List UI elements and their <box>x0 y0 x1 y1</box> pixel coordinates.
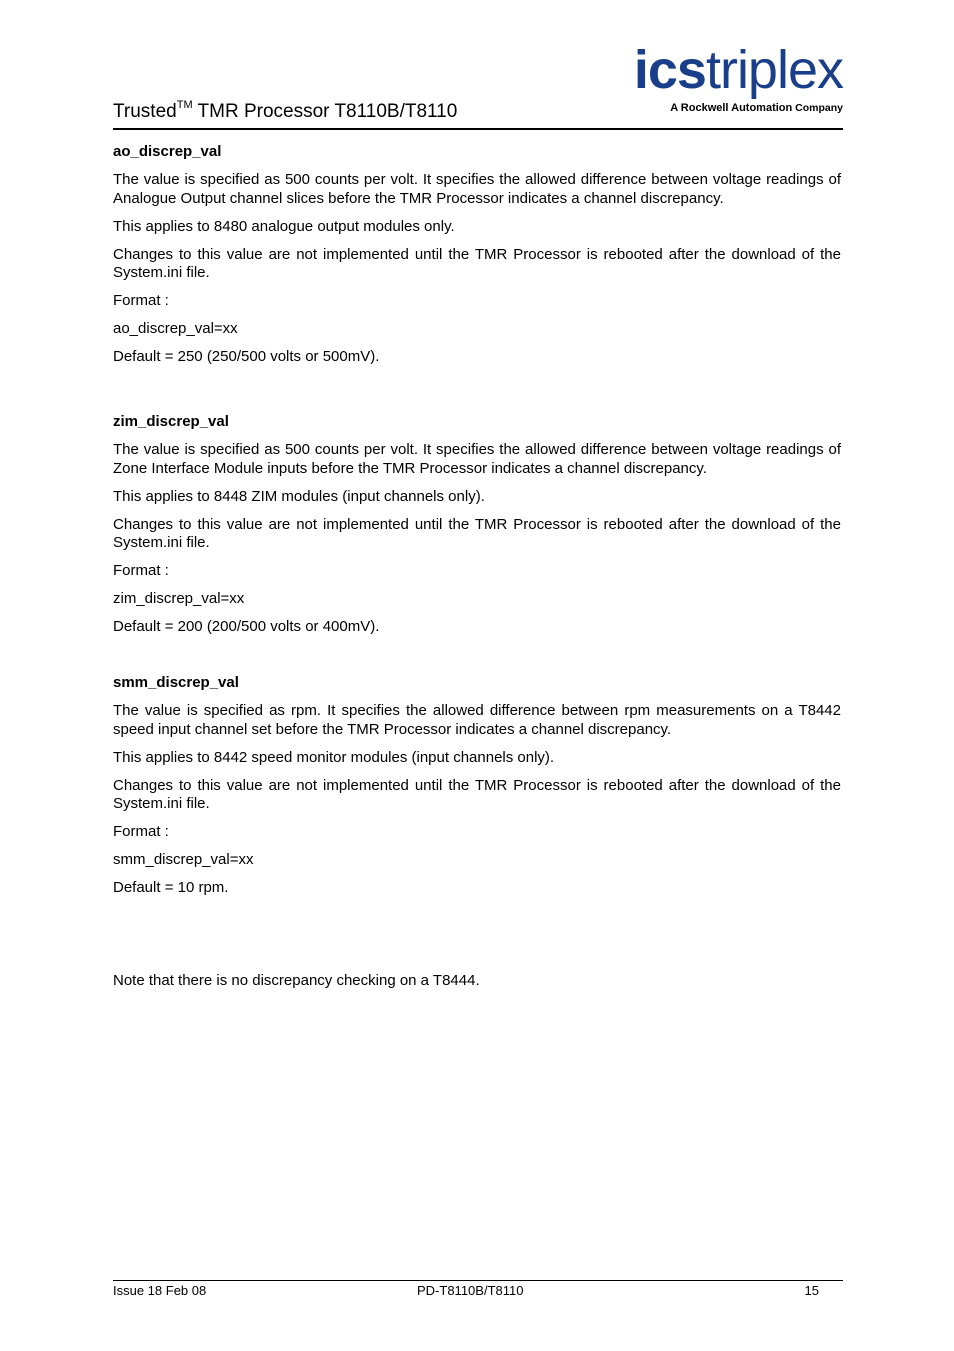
section-heading: smm_discrep_val <box>113 674 239 691</box>
paragraph: Format : <box>113 292 169 309</box>
paragraph: Default = 10 rpm. <box>113 879 229 896</box>
logo-wordmark <box>634 40 843 100</box>
logo-tagline-main: A Rockwell Automation <box>670 102 793 114</box>
paragraph: Changes to this value are not implemented until the TMR Processor is rebooted after the download of the System.ini file. <box>113 245 841 281</box>
paragraph: This applies to 8480 analogue output modules only. <box>113 217 455 235</box>
paragraph: Default = 250 (250/500 volts or 500mV). <box>113 348 380 365</box>
page-body <box>113 143 841 1000</box>
footer-divider <box>113 1280 843 1281</box>
title-prefix: Trusted <box>113 101 177 122</box>
closing-note: Note that there is no discrepancy checking on a T8444. <box>113 972 480 989</box>
section-heading: ao_discrep_val <box>113 143 222 160</box>
ics-triplex-logo <box>611 40 843 120</box>
header-divider <box>113 128 843 130</box>
trademark-mark: TM <box>176 99 193 111</box>
paragraph: Format : <box>113 562 169 579</box>
logo-tagline-company: Company <box>792 102 843 114</box>
page-header <box>113 40 843 130</box>
code-line: zim_discrep_val=xx <box>113 590 245 607</box>
paragraph: The value is specified as 500 counts per volt. It specifies the allowed difference between voltage readings of Analogue Output channel slices before the TMR Processor indicates a channel discrepancy. <box>113 171 841 207</box>
footer-issue: Issue 18 Feb 08 <box>113 1283 207 1298</box>
title-suffix: TMR Processor T8110B/T8110 <box>192 101 458 122</box>
paragraph: Default = 200 (200/500 volts or 400mV). <box>113 618 380 635</box>
paragraph: Format : <box>113 823 169 840</box>
code-line: ao_discrep_val=xx <box>113 320 238 337</box>
paragraph: Changes to this value are not implemented until the TMR Processor is rebooted after the download of the System.ini file. <box>113 776 841 812</box>
section-gap <box>113 646 841 674</box>
document-title <box>113 100 457 124</box>
paragraph: This applies to 8442 speed monitor modules (input channels only). <box>113 748 555 766</box>
logo-ics: ics <box>633 40 706 100</box>
section-zim-discrep-val <box>113 413 841 637</box>
section-ao-discrep-val <box>113 143 841 367</box>
paragraph: The value is specified as rpm. It specifies the allowed difference between rpm measurements on a T8442 speed input channel set before the TMR Processor indicates a channel discrepancy. <box>113 702 841 738</box>
section-smm-discrep-val <box>113 674 841 898</box>
code-line: smm_discrep_val=xx <box>113 851 254 868</box>
footer-page-number: 15 <box>804 1283 819 1298</box>
footer-doc-id: PD-T8110B/T8110 <box>417 1283 524 1298</box>
paragraph: Changes to this value are not implemented until the TMR Processor is rebooted after the download of the System.ini file. <box>113 515 841 551</box>
paragraph: The value is specified as 500 counts per volt. It specifies the allowed difference between voltage readings of Zone Interface Module inputs before the TMR Processor indicates a channel discrepancy. <box>113 441 841 477</box>
logo-triplex: triplex <box>705 40 843 100</box>
section-heading: zim_discrep_val <box>113 413 229 430</box>
logo-tagline <box>670 101 843 115</box>
paragraph: This applies to 8448 ZIM modules (input channels only). <box>113 487 485 505</box>
section-gap <box>113 907 841 972</box>
section-gap <box>113 376 841 413</box>
